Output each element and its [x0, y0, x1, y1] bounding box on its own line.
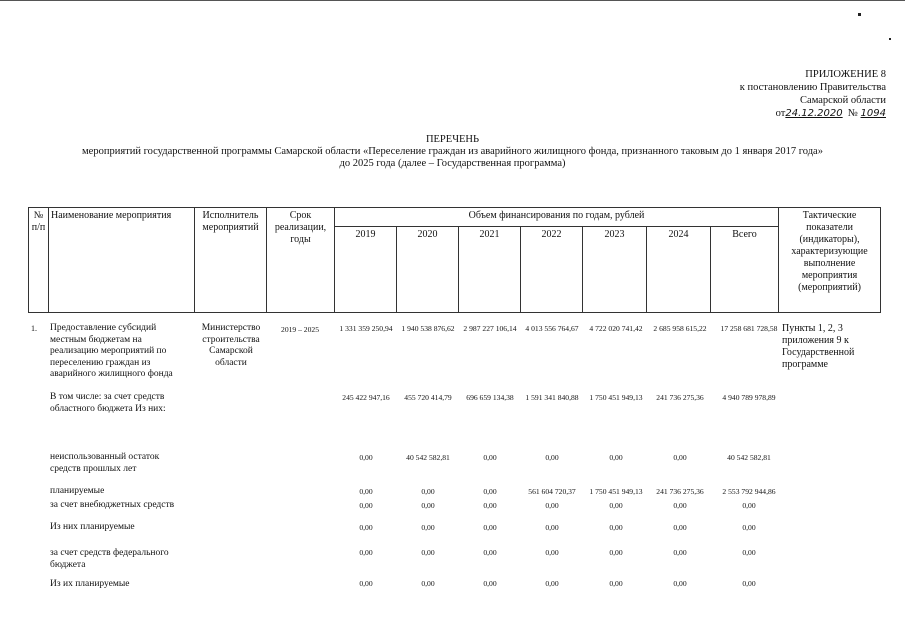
date-prefix: от	[775, 108, 786, 119]
value-cell: 0,00	[421, 579, 435, 588]
value-cell: 0,00	[359, 579, 373, 588]
appendix-block	[666, 68, 886, 120]
value-cell: 0,00	[673, 548, 687, 557]
value-cell: 0,00	[359, 487, 373, 496]
value-cell: 0,00	[545, 579, 559, 588]
value-cell: 245 422 947,16	[342, 393, 390, 402]
number-prefix: №	[847, 108, 858, 119]
value-cell: 0,00	[545, 523, 559, 532]
value-cell-total: 0,00	[742, 548, 756, 557]
value-cell: 241 736 275,36	[656, 487, 704, 496]
row-name: Из их планируемые	[50, 579, 130, 589]
col-header-num: № п/п	[29, 208, 49, 313]
value-cell: 0,00	[673, 501, 687, 510]
value-cell: 0,00	[421, 548, 435, 557]
col-header-year: 2023	[583, 227, 647, 313]
value-cell-total: 17 258 681 728,58	[720, 324, 778, 333]
value-cell: 0,00	[609, 548, 623, 557]
col-header-total: Всего	[711, 227, 779, 313]
row-executor: Министерство строительства Самарской области	[201, 323, 261, 368]
value-cell: 4 013 556 764,67	[525, 324, 579, 333]
value-cell: 0,00	[609, 523, 623, 532]
value-cell: 0,00	[483, 487, 497, 496]
heading-line: до 2025 года (далее – Государственная программа)	[339, 158, 566, 169]
appendix-line: к постановлению Правительства	[739, 82, 886, 93]
value-cell: 1 591 341 840,88	[525, 393, 579, 402]
date-value: 24.12.2020	[785, 108, 843, 119]
value-cell: 0,00	[609, 501, 623, 510]
col-header-executor: Исполнитель мероприятий	[195, 208, 267, 313]
scan-speck	[858, 13, 861, 16]
value-cell: 40 542 582,81	[406, 453, 450, 462]
col-header-year: 2024	[647, 227, 711, 313]
value-cell: 4 722 020 741,42	[589, 324, 643, 333]
number-value: 1094	[860, 108, 886, 119]
document-heading	[0, 134, 905, 170]
value-cell: 0,00	[359, 453, 373, 462]
value-cell: 0,00	[609, 579, 623, 588]
appendix-date-line	[666, 107, 886, 120]
col-header-indicators: Тактические показатели (индикаторы), характеризующие выполнение мероприятия (мероприятий)	[779, 208, 881, 313]
value-cell-total: 0,00	[742, 523, 756, 532]
appendix-title: ПРИЛОЖЕНИЕ 8	[805, 69, 886, 80]
value-cell: 0,00	[483, 548, 497, 557]
value-cell: 0,00	[483, 453, 497, 462]
value-cell: 0,00	[609, 453, 623, 462]
row-indicators: Пункты 1, 2, 3 приложения 9 к Государственной программе	[782, 323, 855, 370]
value-cell-total: 0,00	[742, 501, 756, 510]
value-cell-total: 0,00	[742, 579, 756, 588]
scan-speck	[889, 38, 891, 40]
row-name: за счет внебюджетных средств	[50, 500, 175, 510]
value-cell-total: 40 542 582,81	[727, 453, 771, 462]
col-header-funding: Объем финансирования по годам, рублей	[335, 208, 779, 227]
heading-line: мероприятий государственной программы Самарской области «Переселение граждан из аварийного жилищного фонда, признанного таковым до 1 января 2017 года»	[82, 146, 823, 157]
row-name: Из них планируемые	[50, 522, 135, 532]
value-cell: 1 750 451 949,13	[589, 393, 643, 402]
value-cell: 455 720 414,79	[404, 393, 452, 402]
value-cell: 2 987 227 106,14	[463, 324, 517, 333]
value-cell: 1 750 451 949,13	[589, 487, 643, 496]
col-header-term: Срок реализации, годы	[267, 208, 335, 313]
value-cell: 0,00	[421, 487, 435, 496]
col-header-year: 2022	[521, 227, 583, 313]
col-header-name: Наименование мероприятия	[49, 208, 195, 313]
value-cell: 0,00	[545, 501, 559, 510]
value-cell: 0,00	[421, 501, 435, 510]
col-header-year: 2020	[397, 227, 459, 313]
row-name: Предоставление субсидий местным бюджетам на реализацию мероприятий по переселению граждан из аварийного жилищного фонда	[50, 323, 173, 379]
row-term: 2019 – 2025	[281, 325, 319, 334]
value-cell: 241 736 275,36	[656, 393, 704, 402]
value-cell: 561 604 720,37	[528, 487, 576, 496]
value-cell: 0,00	[545, 453, 559, 462]
value-cell: 0,00	[673, 453, 687, 462]
value-cell: 1 940 538 876,62	[401, 324, 455, 333]
row-name: за счет средств федерального бюджета	[50, 548, 169, 570]
value-cell: 0,00	[359, 501, 373, 510]
value-cell: 2 685 958 615,22	[653, 324, 707, 333]
value-cell: 1 331 359 250,94	[339, 324, 393, 333]
value-cell: 0,00	[359, 548, 373, 557]
scan-top-edge	[0, 0, 905, 1]
value-cell: 696 659 134,38	[466, 393, 514, 402]
row-name: В том числе: за счет средств областного бюджета Из них:	[50, 392, 166, 414]
value-cell: 0,00	[483, 579, 497, 588]
col-header-year: 2021	[459, 227, 521, 313]
value-cell: 0,00	[673, 523, 687, 532]
value-cell: 0,00	[359, 523, 373, 532]
row-name: планируемые	[50, 486, 105, 496]
value-cell: 0,00	[421, 523, 435, 532]
value-cell: 0,00	[483, 523, 497, 532]
value-cell: 0,00	[545, 548, 559, 557]
funding-table-header	[28, 207, 881, 313]
heading-title: ПЕРЕЧЕНЬ	[425, 134, 480, 145]
value-cell-total: 4 940 789 978,89	[722, 393, 776, 402]
col-header-year: 2019	[335, 227, 397, 313]
appendix-line: Самарской области	[800, 95, 886, 106]
row-num: 1.	[31, 324, 37, 333]
row-name: неиспользованный остаток средств прошлых лет	[50, 452, 160, 474]
value-cell: 0,00	[483, 501, 497, 510]
value-cell: 0,00	[673, 579, 687, 588]
value-cell-total: 2 553 792 944,86	[722, 487, 776, 496]
